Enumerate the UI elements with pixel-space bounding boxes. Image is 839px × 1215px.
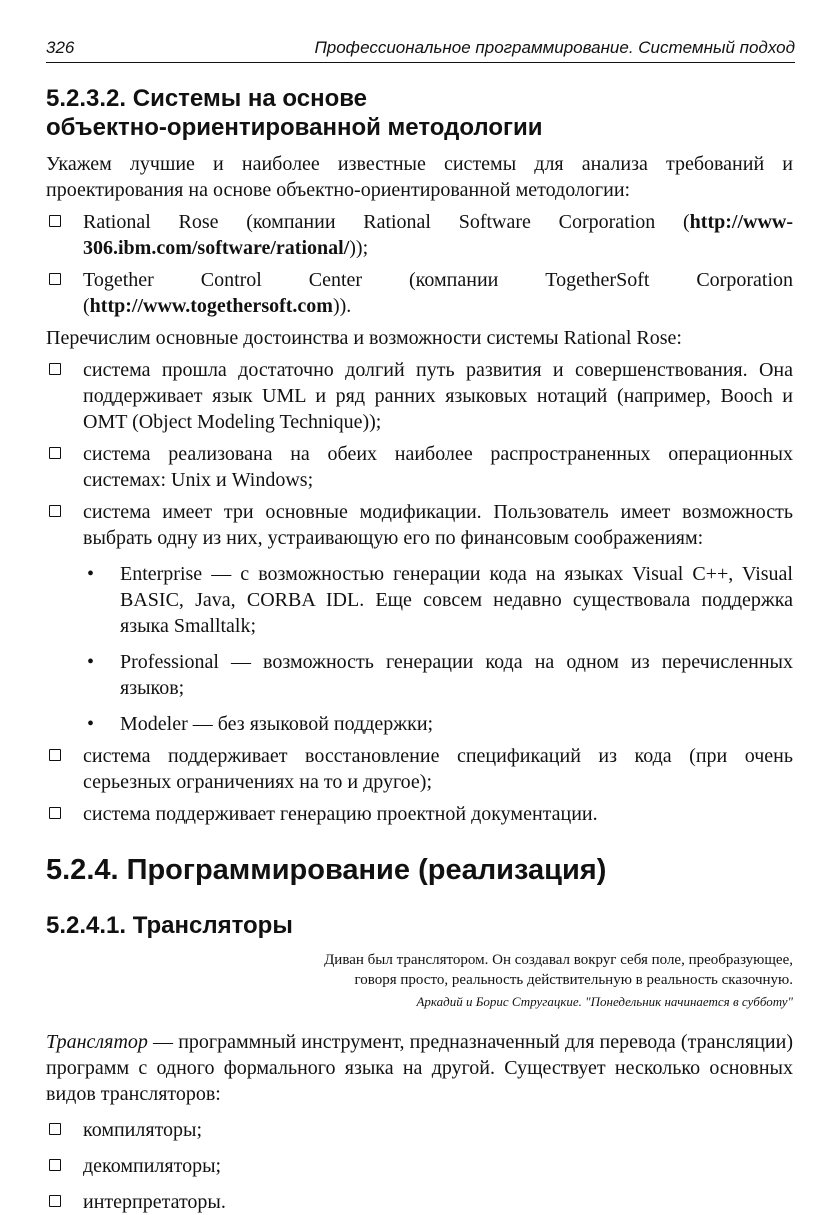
bullet-dot-icon: • — [87, 563, 95, 585]
translator-kind-item — [46, 1117, 793, 1143]
checkbox-bullet-icon — [49, 749, 61, 761]
system-url[interactable]: http://www.togethersoft.com — [89, 295, 333, 317]
system-text: Together Control Center (компании TogetherSoft Corporation ( — [83, 269, 793, 317]
bullet-dot-icon: • — [87, 713, 95, 735]
checkbox-bullet-icon — [49, 807, 61, 819]
edition-text: Professional — возможность генерации кода на одном из перечисленных языков; — [120, 651, 793, 699]
section-5232-intro: Укажем лучшие и наиболее известные системы для анализа требований и проектирования на основе объектно-ориентированной методологии: — [46, 153, 793, 201]
bullet-dot-icon: • — [87, 651, 95, 673]
epigraph — [46, 950, 793, 990]
checkbox-bullet-icon — [49, 215, 61, 227]
section-5241-heading: 5.2.4.1. Трансляторы — [46, 912, 293, 939]
page-number: 326 — [46, 38, 75, 57]
running-title: Профессиональное программирование. Системный подход — [314, 38, 795, 57]
section-5232-heading — [46, 84, 793, 142]
feature-item — [46, 357, 793, 435]
system-tail: )); — [349, 237, 369, 259]
features-intro: Перечислим основные достоинства и возможности системы Rational Rose: — [46, 327, 682, 349]
feature-text: система реализована на обеих наиболее распространенных операционных системах: Unix и Windows; — [83, 443, 793, 491]
translator-definition — [46, 1029, 793, 1107]
page-body — [46, 84, 793, 1215]
system-text: Rational Rose (компании Rational Software Corporation ( — [83, 211, 690, 233]
system-url[interactable]: http://www-306.ibm.com/software/rational/ — [83, 211, 793, 259]
checkbox-bullet-icon — [49, 447, 61, 459]
checkbox-bullet-icon — [49, 1159, 61, 1171]
header-rule — [46, 62, 795, 63]
feature-item — [46, 801, 793, 827]
checkbox-bullet-icon — [49, 1195, 61, 1207]
feature-text: система прошла достаточно долгий путь развития и совершенствования. Она поддерживает язык UML и ряд ранних языковых нотаций (например, Booch и OMT (Object Modeling Technique)); — [83, 359, 793, 433]
edition-item-modeler — [46, 711, 793, 737]
feature-text: система поддерживает восстановление спецификаций из кода (при очень серьезных ограничениях на то и другое); — [83, 745, 793, 793]
system-item-together — [46, 267, 793, 319]
edition-text: Modeler — без языковой поддержки; — [120, 713, 434, 735]
feature-item — [46, 499, 793, 551]
system-item-rational-rose — [46, 209, 793, 261]
edition-item-enterprise — [46, 561, 793, 639]
translator-kind-text: интерпретаторы. — [83, 1191, 226, 1213]
epigraph-source: Аркадий и Борис Стругацкие. "Понедельник начинается в субботу" — [416, 994, 793, 1009]
system-tail: )). — [332, 295, 352, 317]
section-5232-heading-line1: 5.2.3.2. Системы на основе — [46, 85, 368, 112]
epigraph-line: Диван был транслятором. Он создавал вокруг себя поле, преобразующее, — [324, 952, 793, 968]
checkbox-bullet-icon — [49, 273, 61, 285]
checkbox-bullet-icon — [49, 505, 61, 517]
definition-text: — программный инструмент, предназначенный для перевода (трансляции) программ с одного формального языка на другой. Существует несколько основных видов трансляторов: — [46, 1031, 793, 1105]
edition-text: Enterprise — с возможностью генерации кода на языках Visual C++, Visual BASIC, Java, CORBA IDL. Еще совсем недавно существовала поддержка языка Smalltalk; — [120, 563, 793, 637]
edition-item-professional — [46, 649, 793, 701]
translator-kind-item — [46, 1189, 793, 1215]
running-header — [46, 38, 795, 62]
section-524-heading: 5.2.4. Программирование (реализация) — [46, 854, 607, 886]
epigraph-line: говоря просто, реальность действительную в реальность сказочную. — [354, 972, 793, 988]
checkbox-bullet-icon — [49, 363, 61, 375]
checkbox-bullet-icon — [49, 1123, 61, 1135]
definition-term: Транслятор — [46, 1031, 148, 1053]
feature-text: система поддерживает генерацию проектной документации. — [83, 803, 598, 825]
feature-item — [46, 743, 793, 795]
translator-kind-text: компиляторы; — [83, 1119, 203, 1141]
section-5232-heading-line2: объектно-ориентированной методологии — [46, 114, 543, 141]
feature-item — [46, 441, 793, 493]
feature-text: система имеет три основные модификации. Пользователь имеет возможность выбрать одну из них, устраивающую его по финансовым соображениям: — [83, 501, 793, 549]
translator-kind-text: декомпиляторы; — [83, 1155, 222, 1177]
translator-kind-item — [46, 1153, 793, 1179]
